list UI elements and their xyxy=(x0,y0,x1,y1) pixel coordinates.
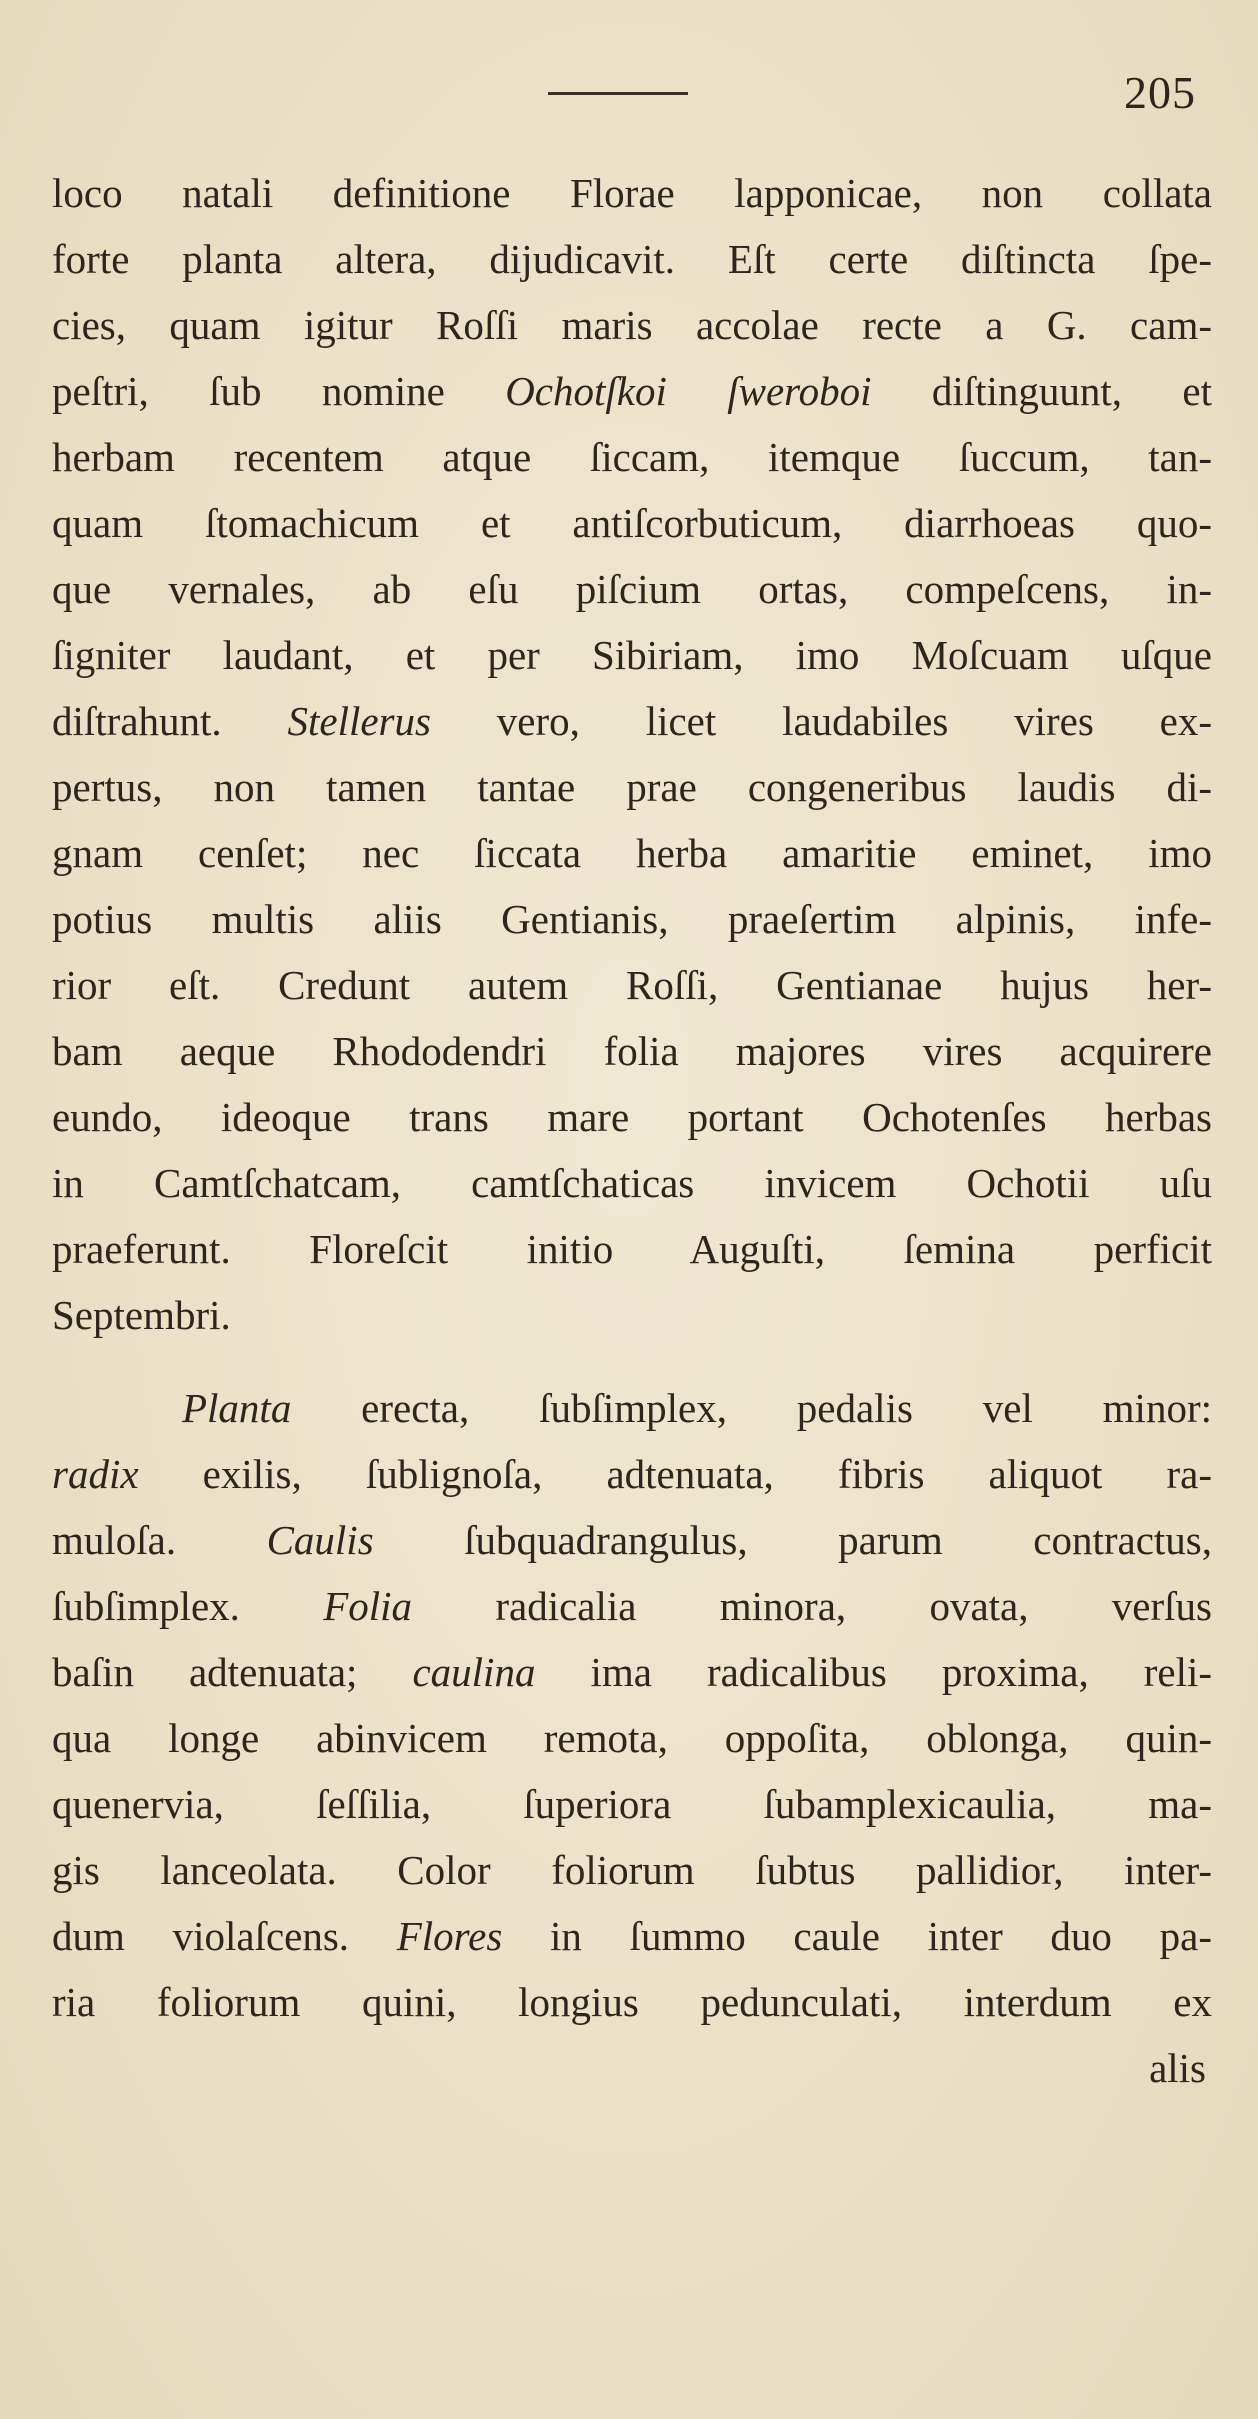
italic-term: Caulis xyxy=(266,1517,374,1563)
text-line: loco natali definitione Florae lapponicae, non collata xyxy=(52,170,1212,216)
text-line: qua longe abinvicem remota, oppoſita, oblonga, quin- xyxy=(52,1715,1212,1761)
text-line: praeferunt. Floreſcit initio Auguſti, ſemina perficit xyxy=(52,1226,1212,1272)
text-line: herbam recentem atque ſiccam, itemque ſuccum, tan- xyxy=(52,434,1212,480)
text-line: diſtrahunt. Stellerus vero, licet laudabiles vires ex- xyxy=(52,698,1212,744)
page-number: 205 xyxy=(1124,67,1196,118)
text-line: in Camtſchatcam, camtſchaticas invicem Ochotii uſu xyxy=(52,1160,1212,1206)
paragraph-2 xyxy=(52,1375,1212,2035)
text-line: radix exilis, ſublignoſa, adtenuata, fibris aliquot ra- xyxy=(52,1451,1212,1497)
italic-term: caulina xyxy=(412,1649,536,1695)
italic-term: Ochotſkoi ſweroboi xyxy=(505,368,872,414)
italic-term: radix xyxy=(52,1451,139,1497)
text-line: ria foliorum quini, longius pedunculati, interdum ex xyxy=(52,1979,1212,2025)
text-line: dum violaſcens. Flores in ſummo caule inter duo pa- xyxy=(52,1913,1212,1959)
italic-term: Flores xyxy=(396,1913,503,1959)
header-rule xyxy=(548,92,688,95)
text-line: gnam cenſet; nec ſiccata herba amaritie eminet, imo xyxy=(52,830,1212,876)
text-line: quam ſtomachicum et antiſcorbuticum, diarrhoeas quo- xyxy=(52,500,1212,546)
italic-term: Folia xyxy=(323,1583,413,1629)
paragraph-1 xyxy=(52,160,1212,1348)
text-line: ſubſimplex. Folia radicalia minora, ovata, verſus xyxy=(52,1583,1212,1629)
catchword: alis xyxy=(1149,2045,1206,2091)
italic-term: Stellerus xyxy=(287,698,431,744)
text-line: gis lanceolata. Color foliorum ſubtus pallidior, inter- xyxy=(52,1847,1212,1893)
text-line: Septembri. xyxy=(52,1292,231,1338)
text-line: rior eſt. Credunt autem Roſſi, Gentianae hujus her- xyxy=(52,962,1212,1008)
text-line: muloſa. Caulis ſubquadrangulus, parum contractus, xyxy=(52,1517,1212,1563)
text-line: bam aeque Rhododendri folia majores vires acquirere xyxy=(52,1028,1212,1074)
body-text xyxy=(52,160,1212,2101)
text-line: baſin adtenuata; caulina ima radicalibus proxima, reli- xyxy=(52,1649,1212,1695)
text-line: que vernales, ab eſu piſcium ortas, compeſcens, in- xyxy=(52,566,1212,612)
text-line: pertus, non tamen tantae prae congeneribus laudis di- xyxy=(52,764,1212,810)
text-line: potius multis aliis Gentianis, praeſertim alpinis, infe- xyxy=(52,896,1212,942)
text-line: peſtri, ſub nomine Ochotſkoi ſweroboi diſtinguunt, et xyxy=(52,368,1212,414)
text-line: quenervia, ſeſſilia, ſuperiora ſubamplexicaulia, ma- xyxy=(52,1781,1212,1827)
italic-term: Planta xyxy=(182,1385,292,1431)
text-line: cies, quam igitur Roſſi maris accolae recte a G. cam- xyxy=(52,302,1212,348)
text-line: forte planta altera, dijudicavit. Eſt certe diſtincta ſpe- xyxy=(52,236,1212,282)
text-line: ſigniter laudant, et per Sibiriam, imo Moſcuam uſque xyxy=(52,632,1212,678)
text-line: eundo, ideoque trans mare portant Ochotenſes herbas xyxy=(52,1094,1212,1140)
text-line: Planta erecta, ſubſimplex, pedalis vel minor: xyxy=(182,1385,1212,1431)
